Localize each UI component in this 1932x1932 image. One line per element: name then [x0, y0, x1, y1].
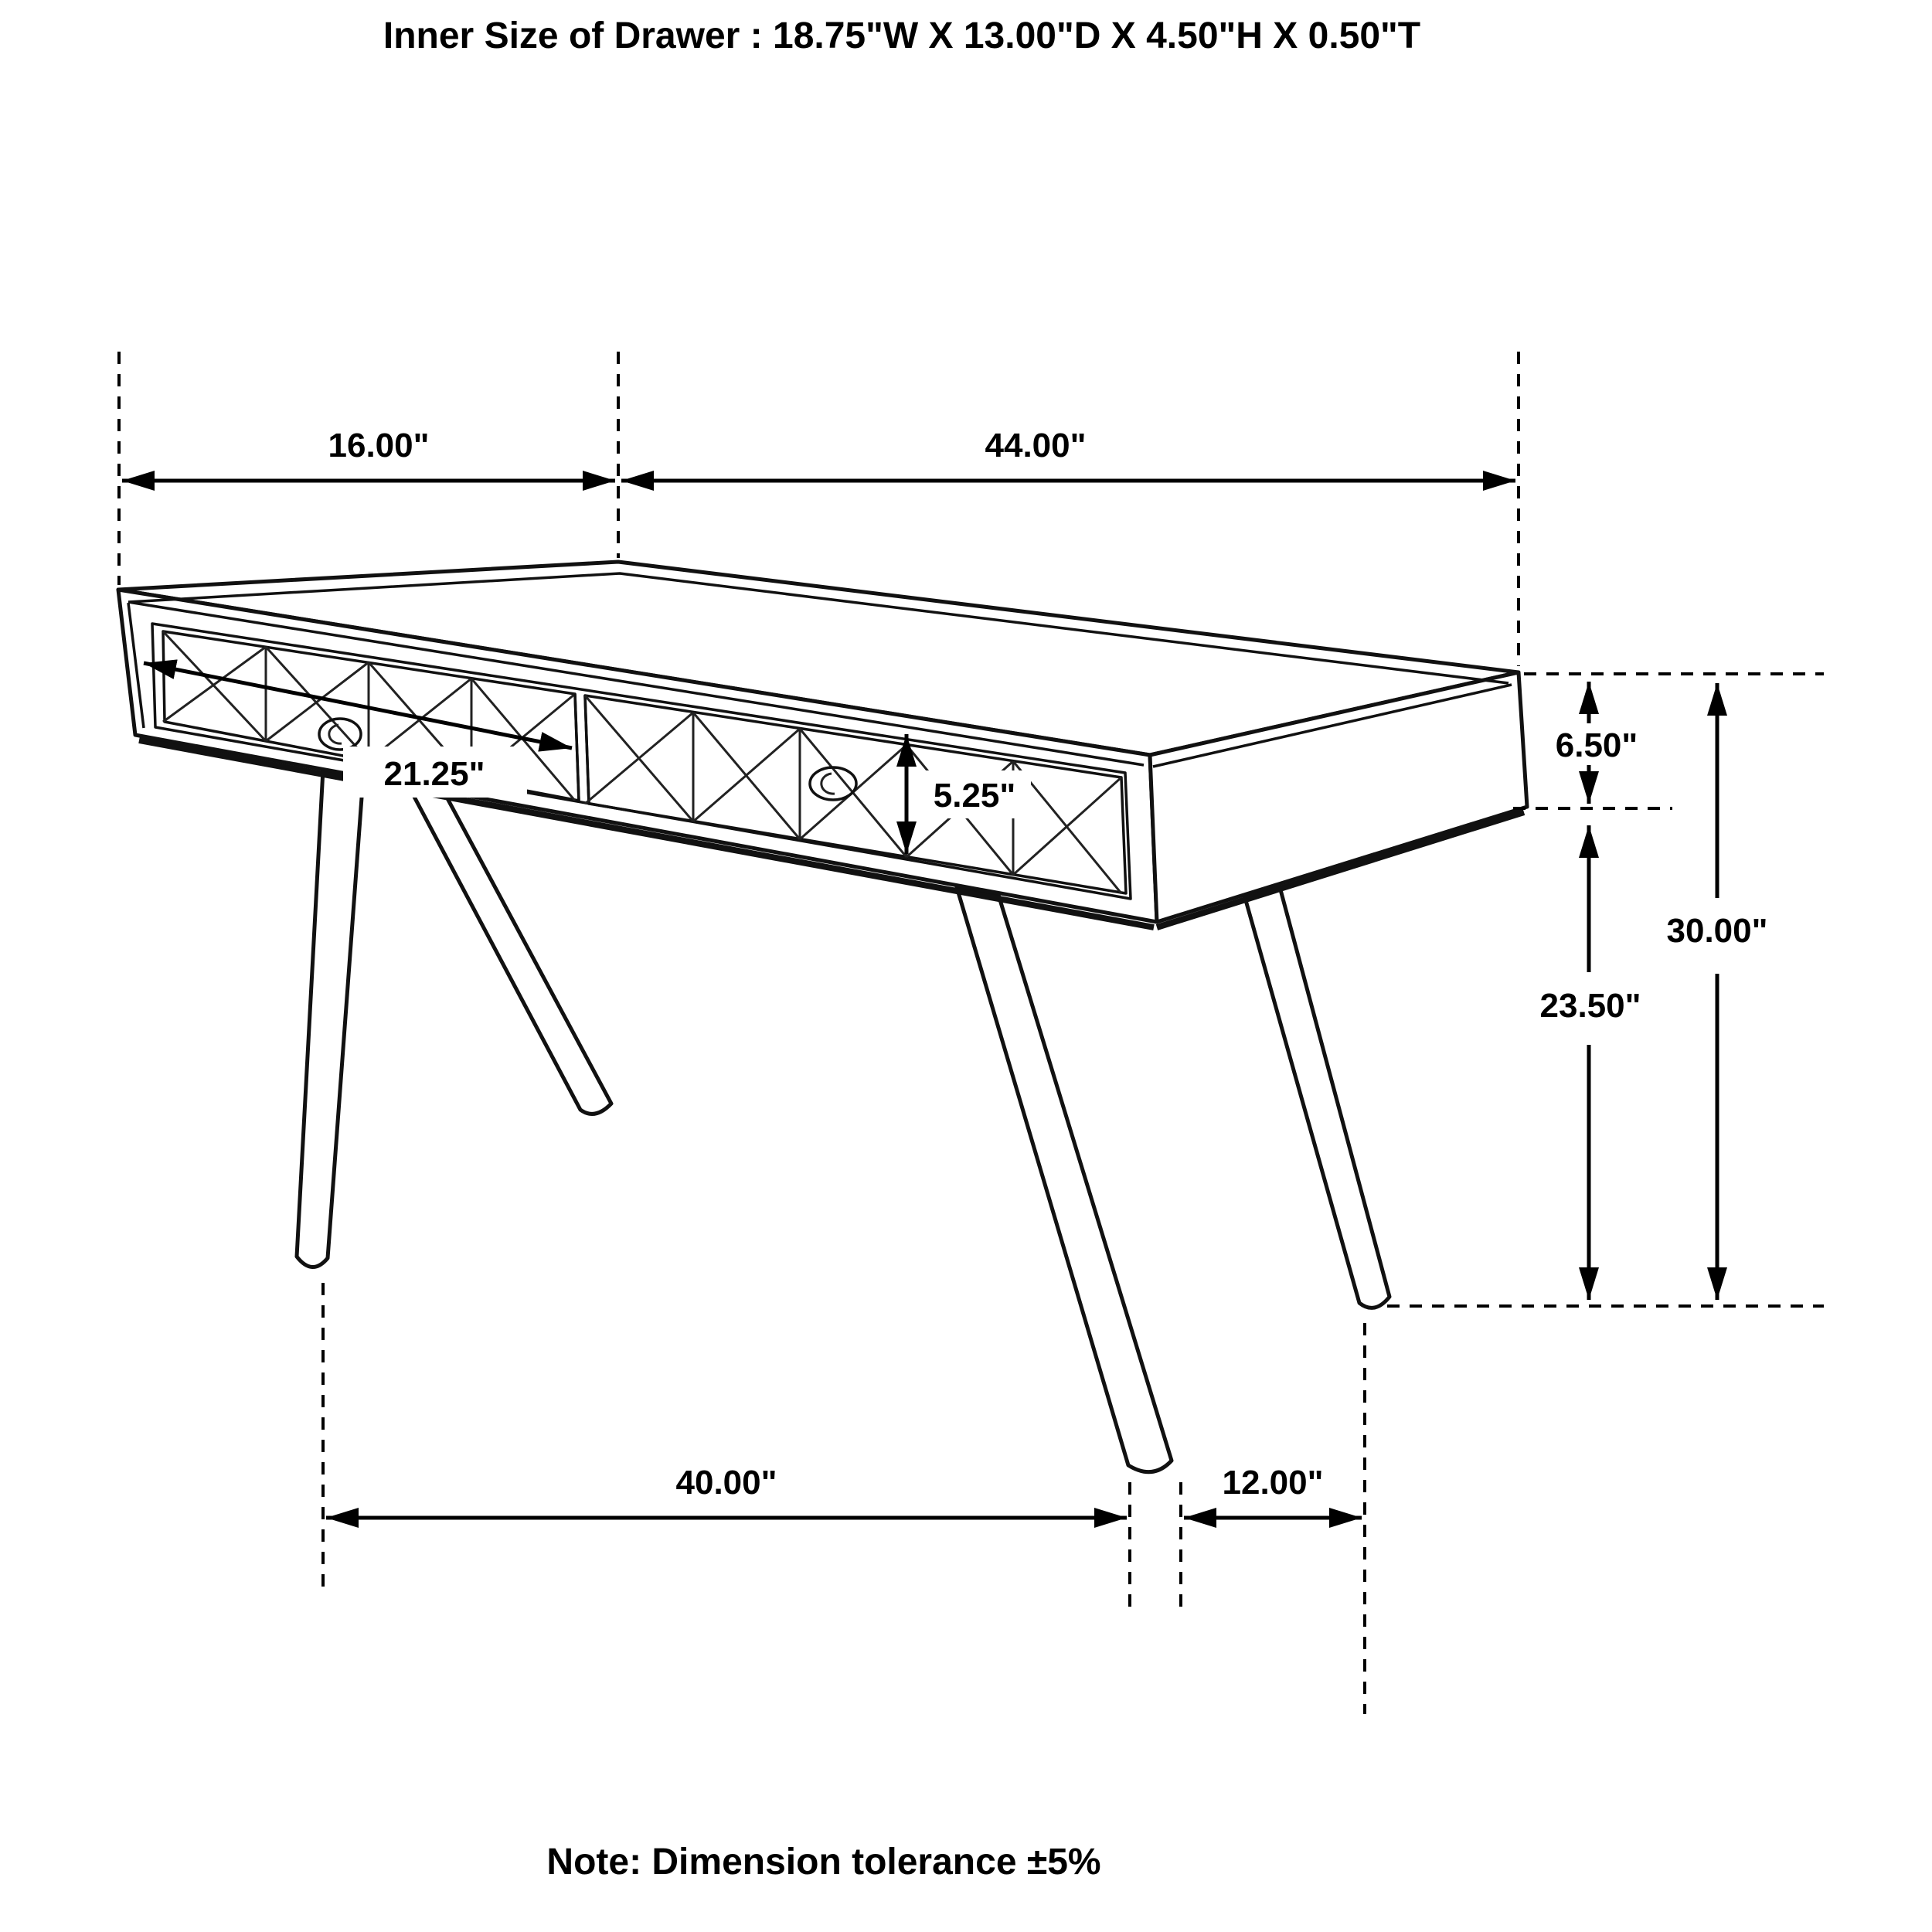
dim-leg-height: [1540, 825, 1641, 1300]
dim-label-front-leg-span: 40.00": [675, 1464, 777, 1502]
tolerance-note: Note: Dimension tolerance ±5%: [546, 1842, 1101, 1883]
dim-label-top-depth: 16.00": [328, 427, 430, 464]
dim-label-apron-height: 6.50": [1555, 726, 1638, 764]
extension-lines: [119, 352, 1824, 1714]
dim-apron-height: [1556, 682, 1638, 804]
dim-side-leg-span: [1184, 1464, 1362, 1518]
dim-label-leg-height: 23.50": [1539, 987, 1641, 1025]
dim-top-width: [621, 427, 1515, 481]
front-left-leg: [297, 770, 363, 1267]
page-title: Inner Size of Drawer : 18.75"W X 13.00"D X 4.50"H X 0.50"T: [383, 15, 1421, 56]
dim-label-drawer-width: 21.25": [383, 755, 485, 793]
dim-label-overall-height: 30.00": [1666, 912, 1768, 950]
dim-top-depth: [122, 427, 615, 481]
dimension-annotations: [119, 352, 1824, 1714]
front-right-leg: [957, 887, 1172, 1472]
dim-front-leg-span: [326, 1464, 1127, 1518]
dim-label-top-width: 44.00": [985, 427, 1087, 464]
dim-label-side-leg-span: 12.00": [1222, 1464, 1324, 1502]
rear-right-leg: [1244, 884, 1389, 1308]
dim-overall-height: [1667, 683, 1768, 1300]
dim-label-drawer-height: 5.25": [933, 777, 1016, 815]
rear-left-leg: [408, 785, 611, 1114]
